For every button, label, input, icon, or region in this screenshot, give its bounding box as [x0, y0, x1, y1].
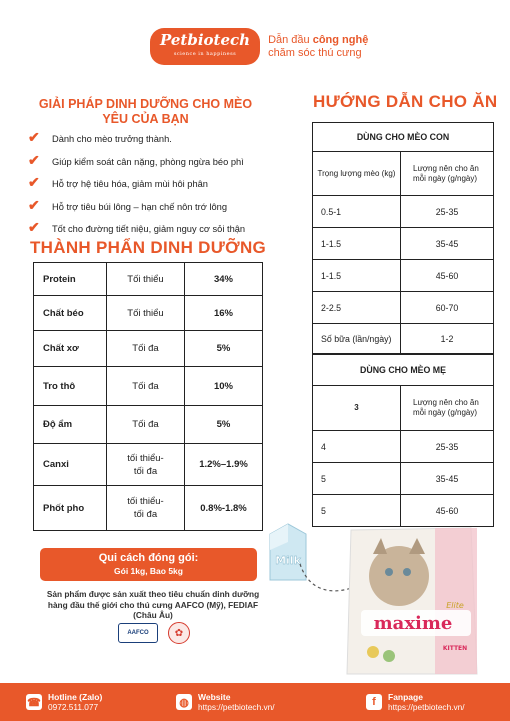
check-icon: ✔ [28, 151, 40, 168]
brand-sub: science in happiness [173, 51, 237, 57]
header-brand [150, 28, 368, 65]
table-row: 4 25-35 [313, 431, 494, 463]
milk-label: Milk [275, 554, 301, 567]
check-icon: ✔ [28, 174, 40, 190]
footer-fanpage[interactable]: f Fanpage https://petbiotech.vn/ [366, 692, 465, 712]
table-row: Phốt pho tối thiểu- tối đa 0.8%-1.8% [34, 486, 263, 531]
table-row: 1-1.5 45-60 [313, 260, 494, 292]
benefit-list [22, 129, 292, 246]
check-icon: ✔ [28, 196, 40, 213]
table-heading-row: DÙNG CHO MÈO CON [313, 123, 494, 152]
table-row: Tro thô Tối đa 10% [34, 367, 263, 406]
production-note: Sản phẩm được sản xuất theo tiêu chuẩn dinh dưỡng hàng đầu thế giới cho thú cưng AAFCO (Mỹ), FEDIAF (Châu Âu) [46, 589, 260, 620]
check-icon: ✔ [28, 219, 40, 235]
table-row: 0.5-1 25-35 [313, 196, 494, 228]
benefit-item: ✔ Hỗ trợ tiêu búi lông – hạn chế nôn trớ lông [28, 196, 227, 213]
table-header-row: Trọng lượng mèo (kg) Lượng nên cho ăn mỗi ngày (g/ngày) [313, 152, 494, 196]
fediaf-logo-icon: ✿ [168, 622, 190, 644]
table-heading-row: DÙNG CHO MÈO MẸ [313, 355, 494, 386]
brand-slogan: Dẫn đầu công nghệ chăm sóc thú cưng [268, 33, 369, 59]
facebook-icon: f [366, 694, 382, 710]
table-row: 1-1.5 35-45 [313, 228, 494, 260]
feeding-title: HƯỚNG DẪN CHO ĂN [313, 92, 498, 111]
benefit-item: ✔ Dành cho mèo trưởng thành. [28, 129, 172, 145]
footer-website[interactable]: ◍ Website https://petbiotech.vn/ [176, 692, 366, 712]
left-title: GIẢI PHÁP DINH DƯỠNG CHO MÈO YÊU CỦA BẠN [38, 97, 253, 126]
table-row: Chất xơ Tối đa 5% [34, 331, 263, 367]
bag-sub: KITTEN [442, 645, 468, 652]
footer-bar [0, 683, 510, 721]
table-header-row: 3 Lượng nên cho ăn mỗi ngày (g/ngày) [313, 386, 494, 431]
benefit-item: ✔ Giúp kiểm soát cân nặng, phòng ngừa béo phì [28, 151, 244, 168]
table-row: Protein Tối thiểu 34% [34, 263, 263, 296]
bag-brand: maxime [373, 613, 453, 634]
table-row: 5 35-45 [313, 463, 494, 495]
table-row: Độ ẩm Tối đa 5% [34, 406, 263, 444]
bag-tag: Elite [446, 601, 464, 610]
table-row: Canxi tối thiểu- tối đa 1.2%–1.9% [34, 444, 263, 486]
benefit-item: ✔ Hỗ trợ hệ tiêu hóa, giảm mùi hôi phân [28, 174, 208, 190]
table-row: Số bữa (lần/ngày) 1-2 [313, 324, 494, 354]
kitten-feeding-table [312, 122, 494, 354]
table-row: 5 45-60 [313, 495, 494, 527]
product-bag-image [343, 524, 481, 676]
check-icon: ✔ [28, 129, 40, 145]
certification-logos [118, 622, 190, 644]
packaging-banner: Qui cách đóng gói: Gói 1kg, Bao 5kg [40, 548, 257, 581]
table-row: 2-2.5 60-70 [313, 292, 494, 324]
benefit-item: ✔ Tốt cho đường tiết niệu, giảm nguy cơ sỏi thận [28, 219, 246, 235]
table-row: Chất béo Tối thiểu 16% [34, 296, 263, 331]
globe-icon: ◍ [176, 694, 192, 710]
phone-icon: ☎ [26, 694, 42, 710]
footer-hotline[interactable]: ☎ Hotline (Zalo) 0972.511.077 [27, 692, 103, 712]
aafco-logo: AAFCO [118, 623, 158, 643]
brand-logo: Petbiotech science in happiness [150, 28, 260, 65]
mother-feeding-table [312, 354, 494, 527]
nutrition-title: THÀNH PHẨN DINH DƯỠNG [30, 238, 267, 257]
nutrition-table [33, 262, 263, 531]
